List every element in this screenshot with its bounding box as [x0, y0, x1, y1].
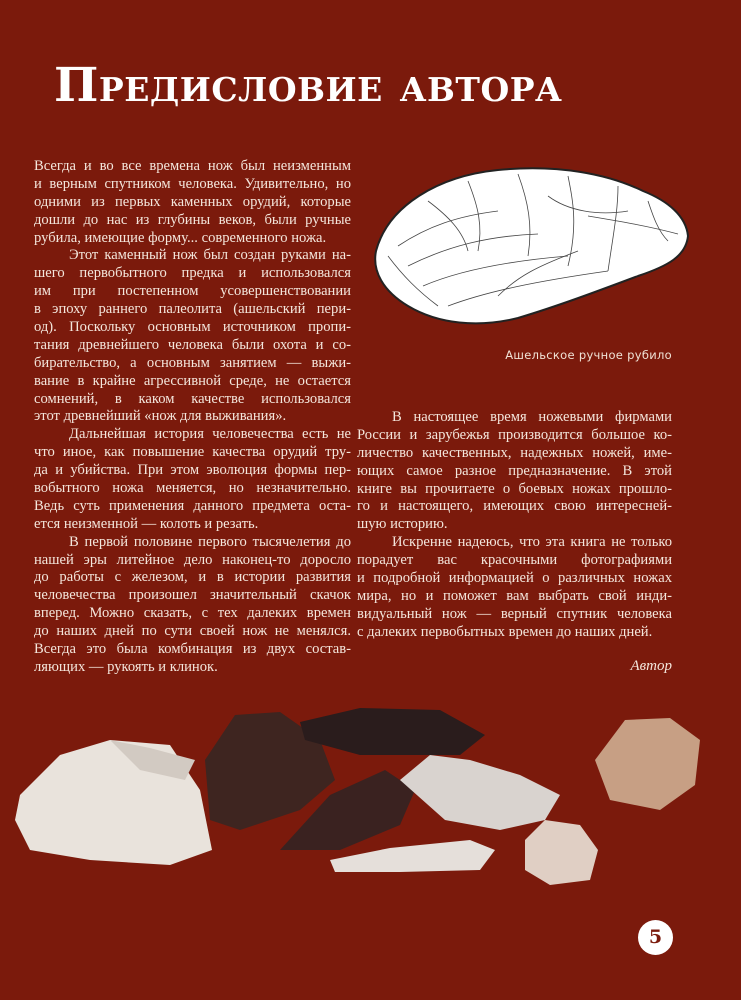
text-line: книге вы прочитаете о боевых ножах прошло- [357, 480, 672, 497]
text-line: России и зарубежья производится большое ко- [357, 426, 672, 443]
text-line: Всегда это была комбинация из двух состав- [34, 641, 351, 658]
text-line: до работы с железом, и в истории развития [34, 569, 351, 586]
page-title: Предисловие автора [54, 58, 563, 113]
text-line: мира, но и поможет вам выбрать свой инди- [357, 587, 672, 604]
text-line: до наших дней по сути своей нож не менялся. [34, 623, 351, 640]
text-line: и верным спутником человека. Удивительно, но [34, 175, 351, 192]
paragraph [34, 158, 351, 247]
text-line: Этот каменный нож был создан руками на- [69, 247, 351, 264]
left-column [34, 158, 351, 677]
text-line: шую историю. [357, 516, 448, 533]
text-line: вобытного ножа меняется, но незначительно. [34, 480, 351, 497]
hand-axe-illustration [368, 156, 693, 336]
page-number: 5 [638, 920, 673, 955]
text-line: одними из первых каменных орудий, которые [34, 193, 351, 210]
text-line: В первой половине первого тысячелетия до [69, 533, 351, 550]
light-flint-blade [330, 840, 495, 872]
text-line: вание в крайне агрессивной среде, не остается [34, 372, 351, 389]
text-line: Всегда и во все времена нож был неизменным [34, 158, 351, 174]
image-caption: Ашельское ручное рубило [505, 348, 672, 362]
text-line: дошли до нас из глубины веков, были ручные [34, 211, 351, 228]
brown-flint-stone [595, 718, 700, 810]
text-line: им при постепенном усовершенствовании [34, 283, 351, 300]
text-line: го и настоящего, имеющих свою интересней- [357, 498, 672, 515]
text-line: да и убийства. При этом эволюция формы пер- [34, 462, 351, 479]
paragraph [357, 534, 672, 641]
text-line: шего первобытного предка и использовался [34, 265, 351, 282]
text-line: сомнений, в каком качестве использовался [34, 390, 351, 407]
small-flint-stone [525, 820, 598, 885]
text-line: тания древнейшего человека были охота и со- [34, 336, 351, 353]
text-line: этот древнейший «нож для выживания». [34, 408, 287, 425]
paragraph [357, 409, 672, 534]
text-line: В настоящее время ножевыми фирмами [392, 409, 672, 425]
text-line: рубила, имеющие форму... современного ножа. [34, 229, 327, 246]
grey-flint-stone [400, 755, 560, 830]
text-line: Дальнейшая история человечества есть не [69, 426, 351, 443]
text-line: ляющих — рукоять и клинок. [34, 658, 218, 675]
text-line: что иное, как повышение качества орудий тру- [34, 444, 351, 461]
black-flint-blade [300, 708, 485, 755]
paragraph [34, 247, 351, 426]
signature: Автор [630, 658, 672, 674]
text-line: человечества произошел значительный скачок [34, 587, 351, 604]
hand-axe-outline [375, 168, 688, 323]
text-line: ющих самое разное предназначение. В этой [357, 462, 672, 479]
stone-tools-photo [0, 700, 741, 900]
text-line: бирательство, а основным занятием — выжи- [34, 354, 351, 371]
text-line: ется неизменной — колоть и резать. [34, 515, 259, 532]
text-line: личество качественных, надежных ножей, име- [357, 444, 672, 461]
right-column [357, 409, 672, 642]
text-line: и подробной информацией о различных ножах [357, 570, 672, 587]
paragraph [34, 534, 351, 677]
text-line: Ведь суть применения данного предмета оста- [34, 497, 351, 514]
text-line: порадует вас красочными фотографиями [357, 552, 672, 569]
text-line: од). Поскольку основным источником пропи- [34, 319, 351, 336]
text-line: нашей эры литейное дело наконец-то доросло [34, 551, 351, 568]
text-line: с далеких первобытных времен до наших дней. [357, 623, 653, 640]
text-line: видуальный нож — верный спутник человека [357, 605, 672, 622]
text-line: Искренне надеюсь, что эта книга не только [392, 534, 672, 551]
paragraph [34, 426, 351, 533]
text-line: вперед. Можно сказать, с тех далеких времен [34, 605, 351, 622]
text-line: в эпоху раннего палеолита (ашельский пери- [34, 301, 351, 318]
